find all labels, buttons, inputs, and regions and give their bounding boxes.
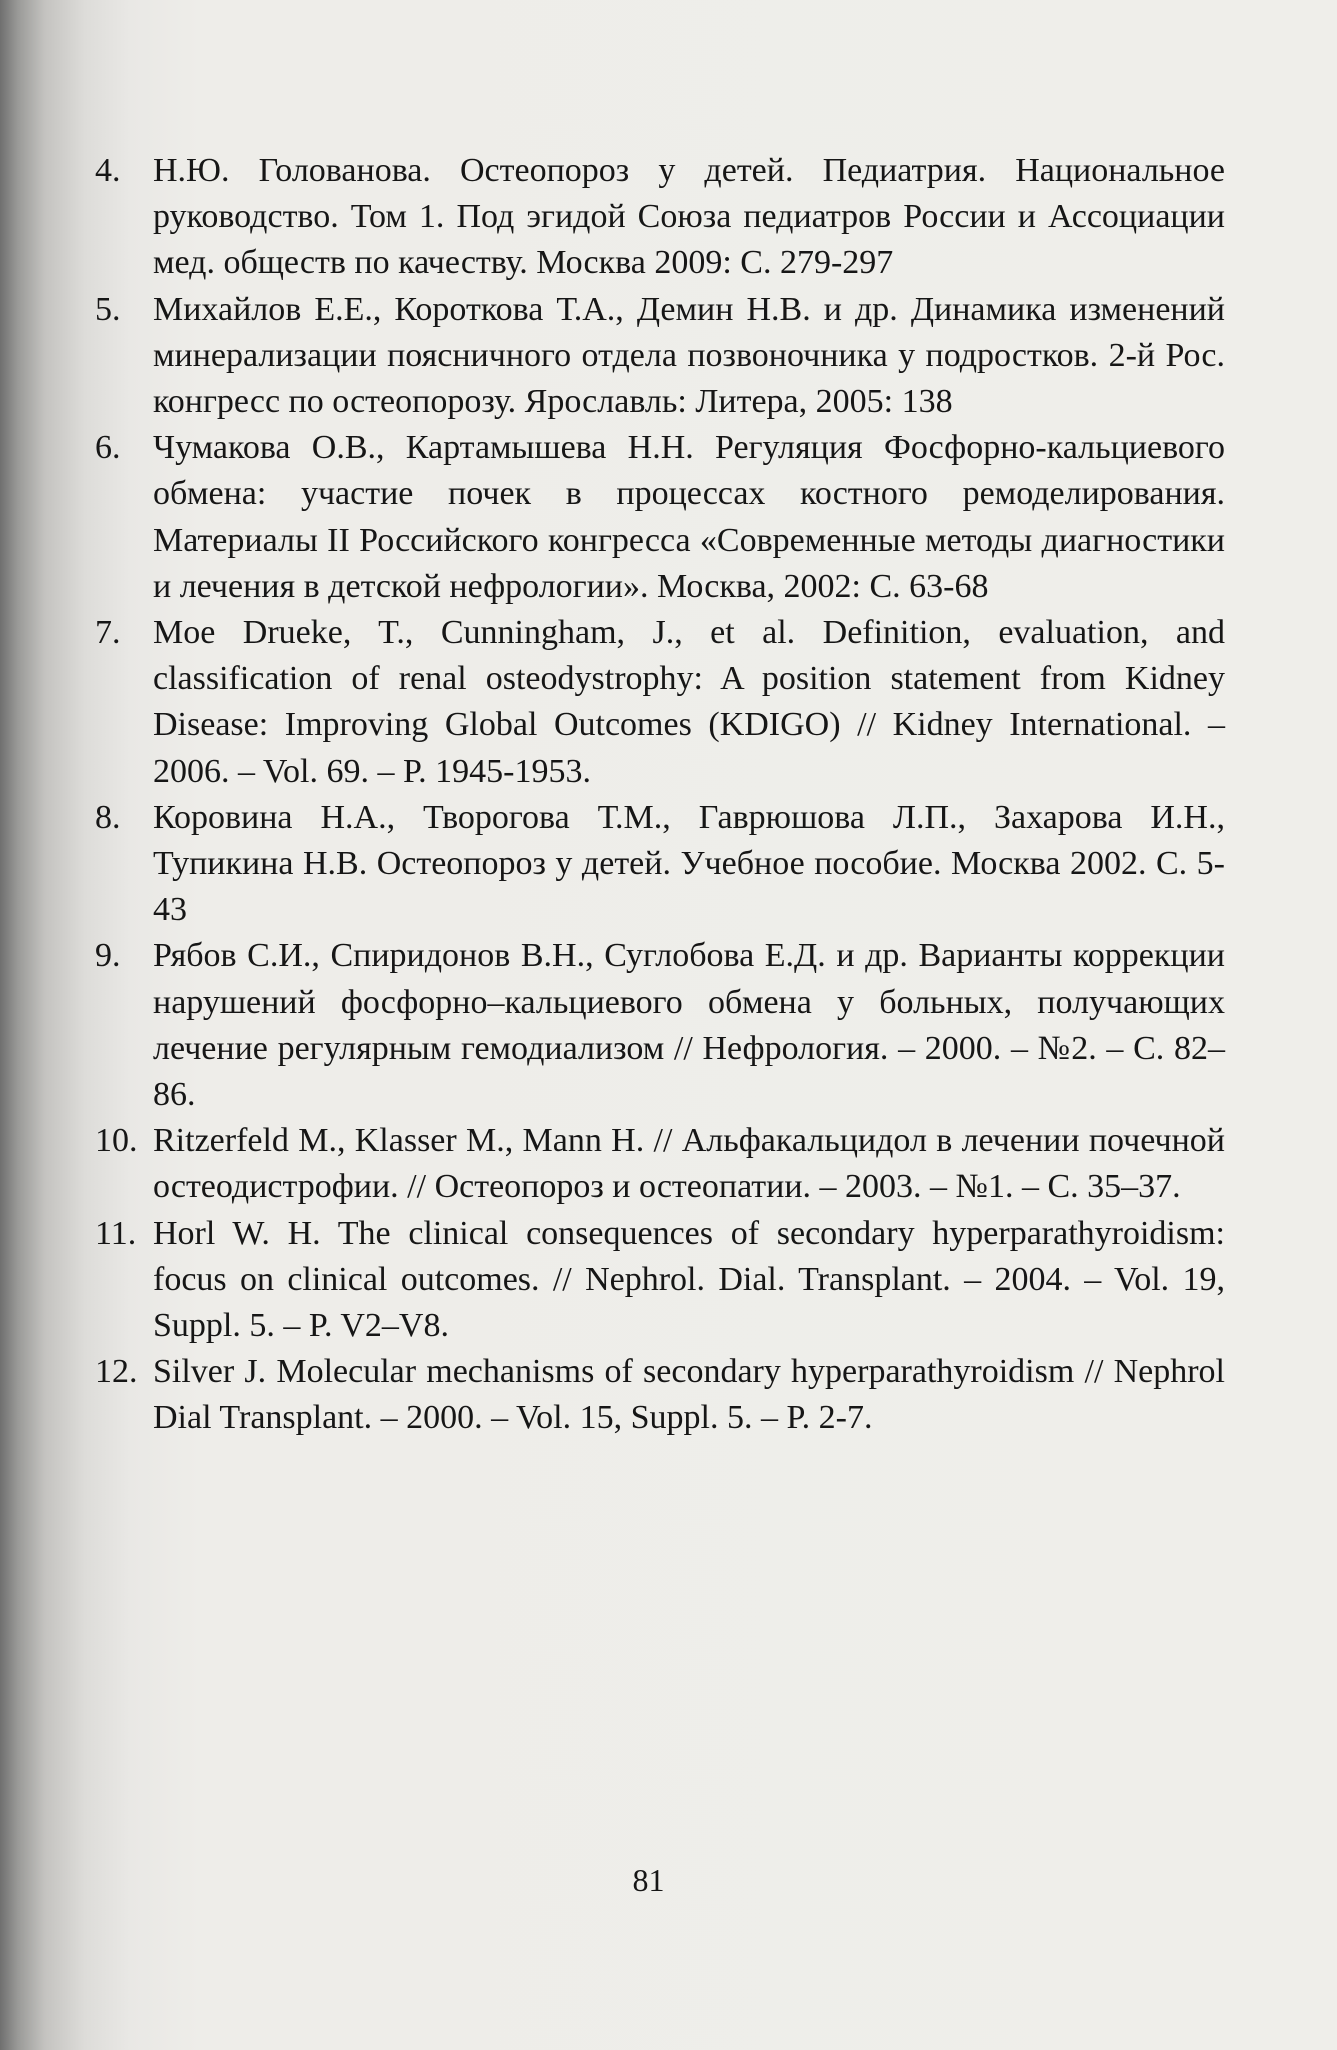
reference-text: Horl W. H. The clinical consequences of secondary hyperparathyroidism: focus on clinical outcomes. // Nephrol. Dial. Transplant. – 2004. – Vol. 19, Suppl. 5. – P. V2–V8.	[153, 1214, 1225, 1345]
reference-text: Н.Ю. Голованова. Остеопороз у детей. Педиатрия. Национальное руководство. Том 1. Под эгидой Союза педиатров России и Ассоциации мед. обществ по качеству. Москва 2009: С. 279-297	[153, 152, 1225, 282]
reference-number: 5.	[95, 290, 121, 328]
reference-item	[95, 610, 1225, 795]
reference-text: Чумакова О.В., Картамышева Н.Н. Регуляция Фосфорно-кальциевого обмена: участие почек в процессах костного ремоделирования. Материалы II Российского конгресса «Современные методы диагностики и лечения в детской нефрологии». Москва, 2002: С. 63-68	[153, 429, 1225, 605]
reference-number: 10.	[95, 1122, 138, 1160]
reference-text: Ritzerfeld M., Klasser M., Mann H. // Альфакальцидол в лечении почечной остеодистрофии. // Остеопороз и остеопатии. – 2003. – №1. – С. 35–37.	[153, 1122, 1225, 1206]
reference-text: Михайлов Е.Е., Короткова Т.А., Демин Н.В. и др. Динамика изменений минерализации поясничного отдела позвоночника у подростков. 2-й Рос. конгресс по остеопорозу. Ярославль: Литера, 2005: 138	[153, 290, 1225, 421]
reference-number: 11.	[95, 1214, 137, 1252]
reference-item	[95, 287, 1225, 426]
reference-text: Рябов С.И., Спиридонов В.Н., Суглобова Е.Д. и др. Варианты коррекции нарушений фосфорно–кальциевого обмена у больных, получающих лечение регулярным гемодиализом // Нефрология. – 2000. – №2. – С. 82–86.	[153, 937, 1225, 1114]
reference-number: 6.	[95, 429, 121, 467]
reference-text: Moe Drueke, T., Cunningham, J., et al. Definition, evaluation, and classification of renal osteodystrophy: A position statement from Kidney Disease: Improving Global Outcomes (KDIGO) // Kidney International. – 2006. – Vol. 69. – P. 1945-1953.	[153, 614, 1225, 790]
reference-item	[95, 425, 1225, 610]
reference-number: 9.	[95, 937, 121, 975]
reference-number: 7.	[95, 614, 121, 652]
reference-item	[95, 795, 1225, 934]
reference-text: Коровина Н.А., Творогова Т.М., Гаврюшова Л.П., Захарова И.Н., Тупикина Н.В. Остеопороз у детей. Учебное пособие. Москва 2002. С. 5-43	[153, 798, 1225, 929]
reference-number: 12.	[95, 1353, 138, 1391]
page-number: 81	[632, 1862, 665, 1898]
reference-item	[95, 1118, 1225, 1210]
reference-number: 4.	[95, 152, 121, 189]
reference-item	[95, 1211, 1225, 1350]
reference-list	[95, 148, 1225, 1442]
reference-item	[95, 1349, 1225, 1441]
reference-item	[95, 148, 1225, 287]
reference-number: 8.	[95, 798, 121, 836]
reference-item	[95, 933, 1225, 1118]
reference-text: Silver J. Molecular mechanisms of secondary hyperparathyroidism // Nephrol Dial Transplant. – 2000. – Vol. 15, Suppl. 5. – P. 2-7.	[153, 1353, 1225, 1437]
